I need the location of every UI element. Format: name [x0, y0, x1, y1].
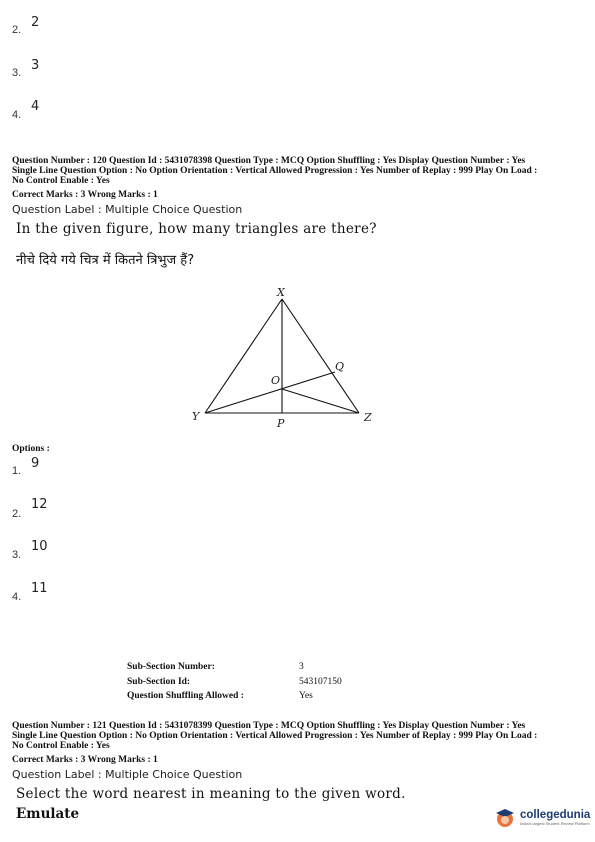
collegedunia-logo — [494, 806, 590, 828]
vertex-label-z: Z — [364, 411, 372, 424]
option-num: 4. — [12, 591, 22, 603]
logo-text-block — [520, 809, 590, 826]
line-oz — [282, 389, 359, 413]
prev-option-num: 4. — [12, 109, 22, 121]
line-yq — [205, 372, 335, 413]
q120-question-text-hi: नीचे दिये गये चित्र में कितने त्रिभुज हैं? — [16, 253, 195, 268]
option-num: 2. — [12, 508, 22, 520]
logo-tagline: India's largest Student Review Platform — [520, 820, 590, 826]
q121-question-label: Question Label : Multiple Choice Question — [12, 768, 243, 781]
q120-question-text-en: In the given figure, how many triangles are there? — [16, 221, 377, 237]
option-value: 11 — [31, 581, 48, 596]
q121-given-word: Emulate — [16, 806, 80, 822]
prev-option-value: 2 — [31, 15, 40, 30]
subsection-shuffle-value: Yes — [299, 691, 313, 701]
subsection-number-value: 3 — [299, 662, 304, 672]
option-value: 12 — [31, 497, 48, 512]
side-xy — [205, 299, 282, 413]
subsection-number-label: Sub-Section Number: — [127, 662, 215, 672]
metadata-line: Question Number : 120 Question Id : 5431078398 Question Type : MCQ Option Shuffling : Yes Display Question Number : Yes — [12, 156, 526, 166]
metadata-line: Single Line Question Option : No Option Orientation : Vertical Allowed Progression : Yes Number of Replay : 999 Play On Load : — [12, 731, 538, 741]
metadata-line: Single Line Question Option : No Option Orientation : Vertical Allowed Progression : Yes Number of Replay : 999 Play On Load : — [12, 166, 538, 176]
option-value: 10 — [31, 539, 48, 554]
metadata-line: No Control Enable : Yes — [12, 176, 110, 186]
logo-name: collegedunia — [520, 808, 591, 821]
prev-option-value: 4 — [31, 99, 40, 114]
prev-option-num: 2. — [12, 24, 22, 36]
side-xz — [282, 299, 359, 413]
metadata-line: No Control Enable : Yes — [12, 741, 110, 751]
q121-question-text-en: Select the word nearest in meaning to the given word. — [16, 786, 406, 802]
q120-question-label: Question Label : Multiple Choice Question — [12, 203, 243, 216]
vertex-label-p: P — [277, 417, 285, 430]
q120-marks: Correct Marks : 3 Wrong Marks : 1 — [12, 190, 158, 200]
q121-marks: Correct Marks : 3 Wrong Marks : 1 — [12, 755, 158, 765]
prev-option-num: 3. — [12, 67, 22, 79]
prev-option-value: 3 — [31, 58, 40, 73]
vertex-label-x: X — [277, 286, 285, 299]
graduate-icon — [494, 806, 516, 828]
vertex-label-y: Y — [192, 410, 200, 423]
option-value: 9 — [31, 456, 40, 471]
subsection-id-value: 543107150 — [299, 677, 342, 687]
vertex-label-q: Q — [335, 360, 345, 373]
metadata-line: Question Number : 121 Question Id : 5431078399 Question Type : MCQ Option Shuffling : Yes Display Question Number : Yes — [12, 721, 526, 731]
q121-metadata — [12, 721, 537, 751]
vertex-label-o: O — [271, 374, 281, 387]
option-num: 3. — [12, 549, 22, 561]
subsection-id-label: Sub-Section Id: — [127, 677, 191, 687]
subsection-shuffle-label: Question Shuffling Allowed : — [127, 691, 244, 701]
option-num: 1. — [12, 465, 22, 477]
q120-metadata — [12, 156, 537, 186]
options-heading: Options : — [12, 444, 50, 454]
triangle-figure — [180, 280, 380, 430]
